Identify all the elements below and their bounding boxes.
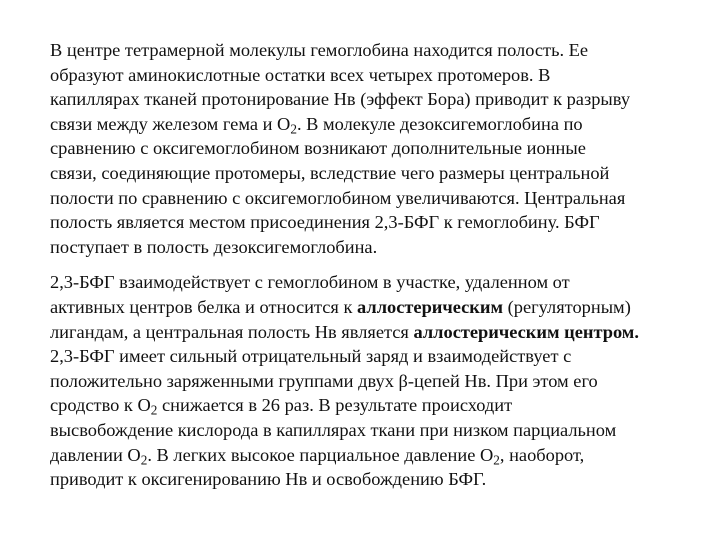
text-line [50,443,700,468]
text-line: сравнению с оксигемоглобином возникают дополнительные ионные [50,138,586,159]
text-line: образуют аминокислотные остатки всех четырех протомеров. В [50,64,551,85]
text-fragment: -цепей Нв. При этом его [407,370,598,391]
bold-term: аллостерическим центром. [413,321,639,342]
text-fragment: (регуляторным) [503,296,631,317]
bold-term: аллостерическим [357,296,504,317]
text-line: поступает в полость дезоксигемоглобина. [50,236,378,257]
text-fragment: снижается в 26 раз. В результате происходит [157,395,513,416]
text-line: полость является местом присоединения 2,3-БФГ к гемоглобину. БФГ [50,212,600,233]
text-line [50,369,700,394]
text-fragment: , наоборот, [499,444,585,465]
text-line [50,320,700,345]
text-fragment: положительно заряженными группами двух [50,370,399,391]
subscript: 2 [140,452,148,468]
text-line: связи, соединяющие протомеры, вследствие чего размеры центральной [50,162,610,183]
paragraph-cavity [50,38,700,259]
text-fragment: сродство к О [50,395,151,416]
text-fragment: связи между железом гема и О [50,113,291,134]
text-line: 2,3-БФГ взаимодействует с гемоглобином в участке, удаленном от [50,272,570,293]
text-line: высвобождение кислорода в капиллярах ткани при низком парциальном [50,419,617,440]
text-line: полости по сравнению с оксигемоглобином увеличиваются. Центральная [50,187,626,208]
subscript: 2 [493,452,500,468]
text-line: 2,3-БФГ имеет сильный отрицательный заряд и взаимодействует с [50,346,572,367]
beta-symbol: β [398,370,408,391]
paragraph-bpg [50,270,700,491]
text-fragment: лигандам, а центральная полость Нв является [50,321,414,342]
text-fragment: активных центров белка и относится к [50,296,358,317]
text-line: В центре тетрамерной молекулы гемоглобина находится полость. Ее [50,40,589,60]
text-line: капиллярах тканей протонирование Нв (эффект Бора) приводит к разрыву [50,89,631,110]
text-line [50,295,700,320]
document-page [50,38,700,492]
text-line [50,112,700,137]
text-fragment: . В легких высокое парциальное давление О [147,444,494,465]
subscript: 2 [290,121,297,137]
subscript: 2 [150,403,158,419]
text-line: приводит к оксигенированию Нв и освобождению БФГ. [50,469,487,490]
text-fragment: давлении О [50,444,141,465]
text-fragment: . В молекуле дезоксигемоглобина по [296,113,583,134]
text-line [50,393,700,418]
